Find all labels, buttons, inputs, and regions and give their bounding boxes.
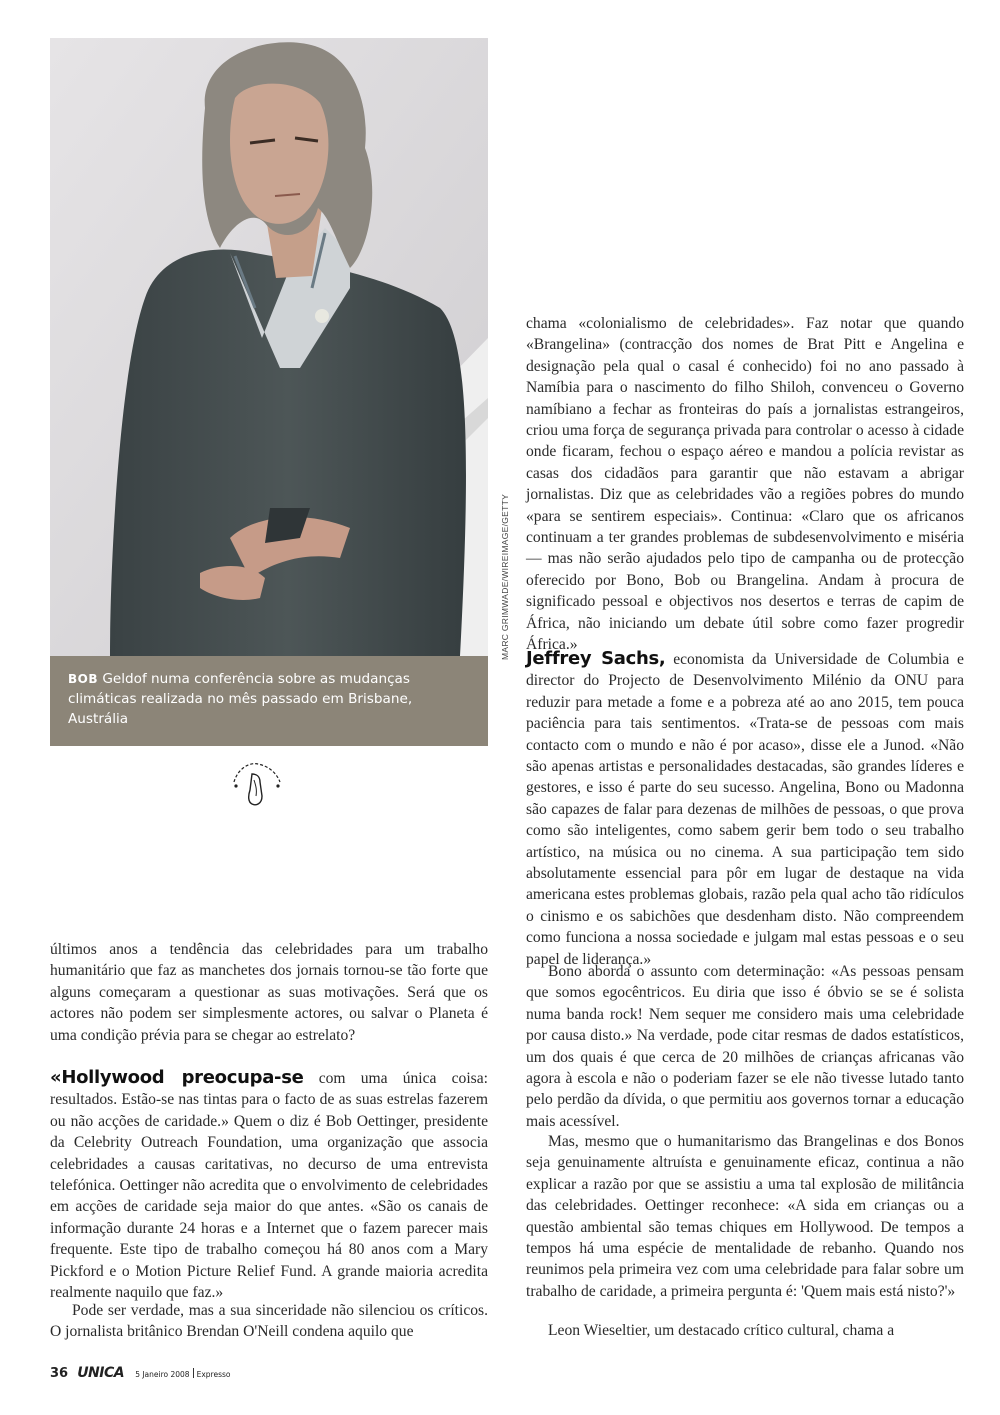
issue-date: 5 Janeiro 2008 <box>135 1370 190 1379</box>
paragraph: Mas, mesmo que o humanitarismo das Brangelinas e dos Bonos seja genuinamente altruísta e genuinamente eficaz, continua a não explicar a razão por que se assistiu a uma tal explosão de militância das celebridades. Oettinger reconhece: «A sida em crianças ou a questão ambiental são temas chiques em Hollywood. De tempos a tempos há uma espécie de mentalidade de rebanho. Quando nos reunimos pela primeira vez com uma celebridade para falar sobre um trabalho de caridade, a primeira pergunta é: 'Quem mais está nisto?'» <box>526 1133 964 1300</box>
paragraph: Pode ser verdade, mas a sua sinceridade não silenciou os críticos. O jornalista britânico Brendan O'Neill condena aquilo que <box>50 1302 488 1341</box>
article-photo <box>50 38 488 656</box>
paragraph: Leon Wieseltier, um destacado crítico cultural, chama a <box>548 1322 895 1339</box>
left-column-text-1 <box>50 939 488 1046</box>
paragraph-body: economista da Universidade de Columbia e director do Projecto de Desenvolvimento Milénio da ONU para reduzir para metade a fome e a pobreza até ao ano 2015, tem pouca paciência para tais sentimentos. «Trata-se de pessoas com mais contacto com o mundo e não é por acaso», disse ele a Junod. «Não são apenas artistas e personalidades destacadas, são grandes líderes e gestores, e isso é parte do seu sucesso. Angelina, Bono ou Madonna são capazes de falar para dezenas de milhões de pessoas, o que prova como são inteligentes, como sabem gerir bem todo o seu trabalho artístico, na música ou no cinema. A sua participação tem sido absolutamente essencial para pôr em lugar de destaque na vida americana estes problemas globais, razão pela qual acho tão ridículos o cinismo e os sabichões que desdenham disto. Não compreendem como funciona a nossa sociedade e julgam mal estas pessoas e o seu papel de liderança.» <box>526 651 964 968</box>
paragraph-body: com uma única coisa: resultados. Estão-se nas tintas para o facto de as suas estrelas fazerem ou não acções de caridade.» Quem o diz é Bob Oettinger, presidente da Celebrity Outreach Foundation, uma organização que associa celebridades a causas caritativas, no decurso de uma entrevista telefónica. Oettinger não acredita que o envolvimento de celebridades em acções de caridade seja maior do que antes. «São os canais de informação durante 24 horas e a Internet que o fazem parecer mais frequente. Este tipo de trabalho começou há 80 anos com a Mary Pickford e o Motion Picture Relief Fund. A grande maioria acredita realmente naquilo que faz.» <box>50 1070 488 1302</box>
portrait-photo-illustration <box>50 38 488 656</box>
lead-in: Jeffrey Sachs, <box>526 648 666 669</box>
caption-lead: BOB <box>68 672 98 686</box>
paragraph: últimos anos a tendência das celebridades para um trabalho humanitário que faz as manchetes dos jornais tornou-se tão forte que alguns começaram a questionar as suas motivações. Será que os actores não podem ser simplesmente actores, ou salvar o Planeta é uma condição prévia para se chegar ao estrelato? <box>50 941 488 1044</box>
magazine-brand: UNICA <box>77 1365 125 1381</box>
decorative-logo-icon <box>228 760 284 810</box>
paragraph <box>526 648 964 970</box>
paragraph: Bono aborda o assunto com determinação: «As pessoas pensam que somos egocêntricos. Eu diria que isso é óbvio se se é solista numa banda rock! Nem sequer me considero mais uma celebridade por causa disto.» Na verdade, pode citar resmas de dados estatísticos, um dos quais é que cerca de 20 milhões de crianças africanas vão agora à escola e não o poderiam fazer se ele não tivesse lutado tanto pelo perdão da dívida, o que permitiu aos governos tornar a educação mais acessível. <box>526 963 964 1130</box>
right-column-text-2 <box>526 648 964 970</box>
right-column-text-4 <box>526 1131 964 1302</box>
page-number: 36 <box>50 1366 69 1381</box>
paragraph <box>50 1067 488 1303</box>
photo-credit: MARC GRIMWADE/WIREIMAGE/GETTY <box>500 493 510 660</box>
right-column-text-5 <box>526 1320 964 1341</box>
publication-name: Expresso <box>196 1370 231 1379</box>
photo-caption <box>50 656 488 746</box>
left-column-text-2 <box>50 1067 488 1303</box>
lead-in: «Hollywood preocupa-se <box>50 1067 304 1088</box>
paragraph: chama «colonialismo de celebridades». Faz notar que quando «Brangelina» (contracção dos nomes de Brat Pitt e Angelina e designação pela qual o casal é conhecido) foi no ano passado à Namíbia para o nascimento do filho Shiloh, convenceu o Governo namíbiano a fechar as fronteiras do país a jornalistas estrangeiros, criou uma força de segurança privada para controlar o acesso à cidade onde ficaram, fechou o espaço aéreo e mandou a polícia revistar as casas dos cidadãos para garantir que não estavam a abrigar jornalistas. Diz que as celebridades vão a regiões pobres do mundo «para se sentirem especiais». Continua: «Claro que os africanos continuam a ter grandes problemas de subdesenvolvimento e miséria — mas não serão ajudados pelo tipo de campanha ou de protecção oferecido por Bono, Bob ou Brangelina. Andam à procura de significado pessoal e objectivos nos desertos e terras de capim de África, não iniciando um debate útil sobre como fazer progredir África.» <box>526 315 964 654</box>
caption-text: Geldof numa conferência sobre as mudanças climáticas realizada no mês passado em Brisbane, Austrália <box>68 671 413 727</box>
right-column-text-3 <box>526 961 964 1132</box>
page-footer <box>50 1362 230 1382</box>
right-column-text-1 <box>526 313 964 656</box>
footer-divider <box>193 1368 194 1378</box>
left-column-text-3 <box>50 1300 488 1343</box>
